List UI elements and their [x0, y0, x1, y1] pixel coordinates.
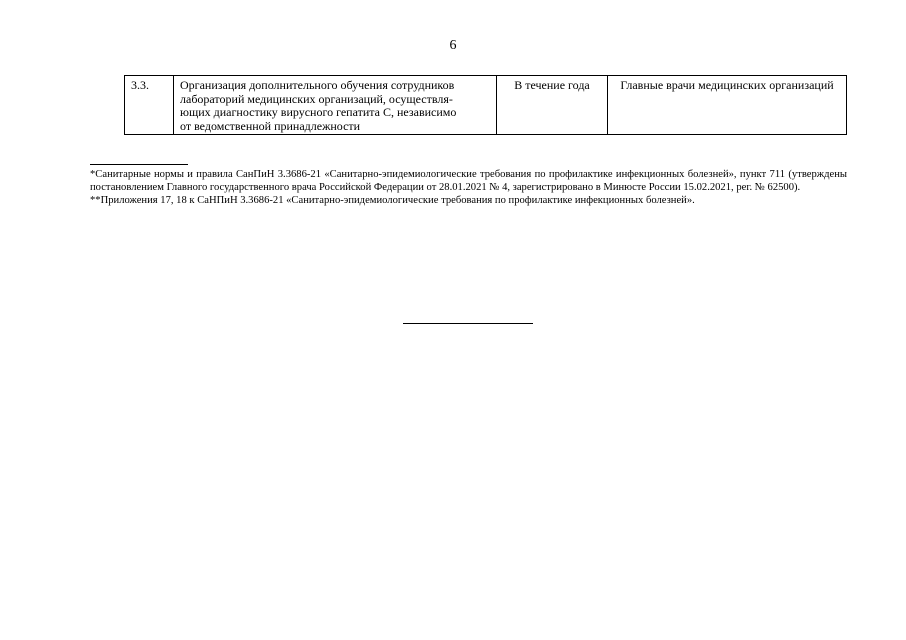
term-cell: В течение года — [497, 76, 608, 135]
table-row — [125, 76, 847, 135]
footnotes — [90, 168, 847, 208]
page-number: 6 — [449, 38, 457, 53]
activity-cell — [174, 76, 497, 135]
responsible-cell: Главные врачи медицинских организаций — [608, 76, 847, 135]
plan-table — [124, 75, 847, 135]
end-of-document-line — [403, 323, 533, 324]
activity-line: лабораторий медицинских организаций, осуществля- — [180, 91, 453, 106]
footnote-separator — [90, 164, 188, 165]
footnote-1: *Санитарные нормы и правила СанПиН 3.3686-21 «Санитарно-эпидемиологические требования по профилактике инфекционных болезней», пункт 711 (утверждены постановлением Главного государственного врача Российской Федерации от 28.01.2021 № 4, зарегистрировано в Минюсте России 15.02.2021, рег. № 62500). — [90, 169, 847, 194]
activity-line: ющих диагностику вирусного гепатита С, независимо — [180, 105, 457, 119]
item-number-cell: 3.3. — [125, 76, 174, 135]
activity-line: от ведомственной принадлежности — [180, 118, 361, 133]
footnote-2: **Приложения 17, 18 к СаНПиН 3.3686-21 «Санитарно-эпидемиологические требования по профилактике инфекционных болезней». — [90, 195, 695, 207]
activity-line: Организация дополнительного обучения сотрудников — [180, 78, 455, 92]
